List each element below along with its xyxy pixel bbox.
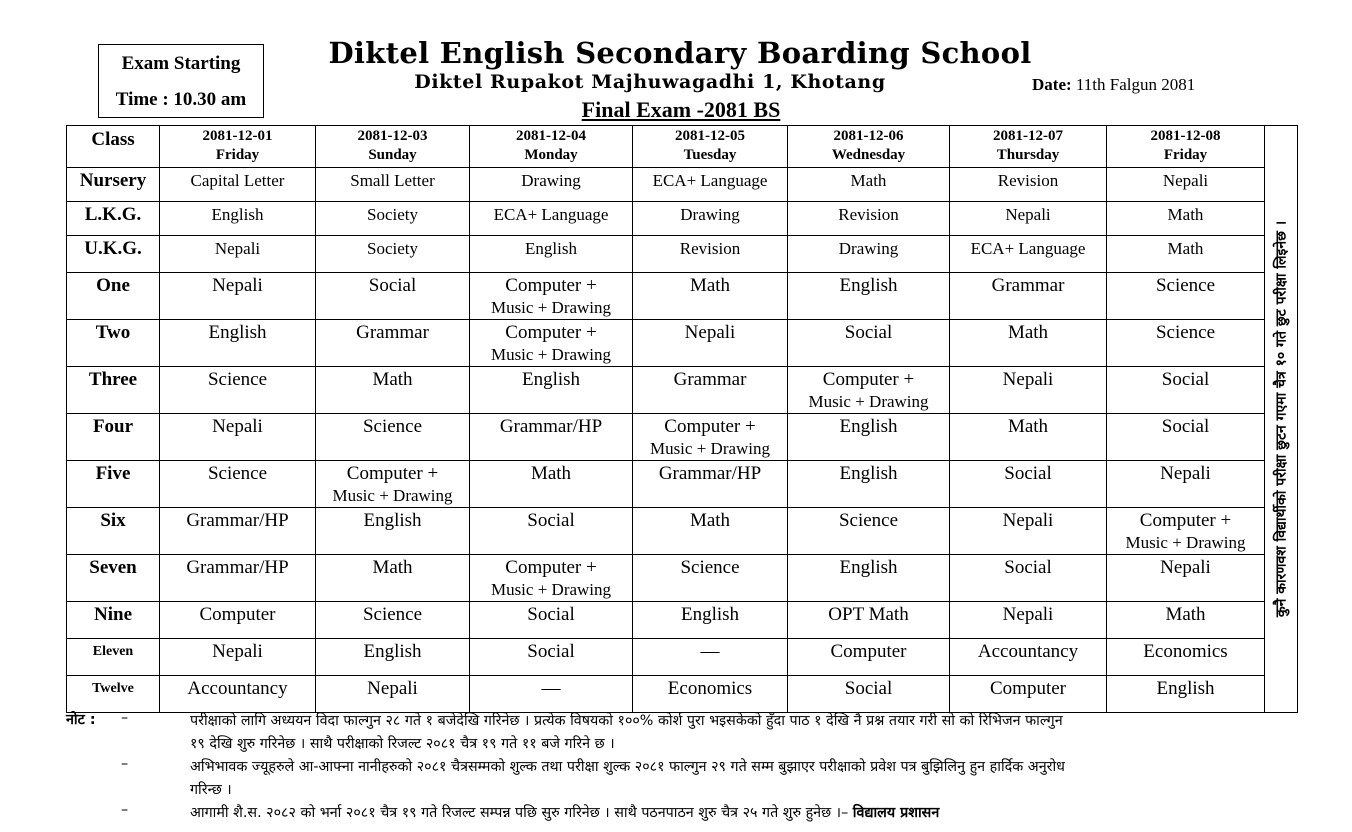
date-value: 11th Falgun 2081 — [1075, 75, 1196, 94]
subject-cell: Math — [950, 414, 1107, 461]
subject-cell: Drawing — [633, 202, 788, 236]
column-day: Sunday — [368, 147, 417, 163]
subject-cell — [470, 555, 633, 602]
subject-cell — [316, 461, 470, 508]
subject-cell: English — [633, 602, 788, 639]
column-date: 2081-12-03 — [357, 128, 428, 144]
subject-line: Music + Drawing — [490, 580, 612, 599]
schedule-row — [67, 168, 1298, 202]
subject-cell: Revision — [950, 168, 1107, 202]
schedule-row — [67, 602, 1298, 639]
subject-cell: Nepali — [1107, 555, 1265, 602]
subject-cell: Nepali — [950, 508, 1107, 555]
subject-cell: Math — [1107, 602, 1265, 639]
subject-cell: Nepali — [633, 320, 788, 367]
subject-cell: Math — [633, 273, 788, 320]
side-note-text: कुनै कारणवश विद्यार्थीको परीक्षा छुटन गएमा चैत्र १० गते छुट परीक्षा लिइनेछ । — [1273, 220, 1290, 618]
school-address: Diktel Rupakot Majhuwagadhi 1, Khotang — [414, 71, 886, 93]
subject-cell: Revision — [633, 236, 788, 273]
subject-cell: Math — [316, 367, 470, 414]
schedule-row — [67, 461, 1298, 508]
exam-starting-label: Exam Starting — [121, 53, 241, 74]
class-name-cell: U.K.G. — [67, 236, 160, 273]
schedule-row — [67, 367, 1298, 414]
subject-cell: Nepali — [160, 639, 316, 676]
date-column-header — [950, 126, 1107, 168]
subject-line: Computer + — [346, 463, 439, 484]
subject-cell: — — [633, 639, 788, 676]
schedule-header-row — [67, 126, 1298, 168]
date-column-header — [470, 126, 633, 168]
exam-title-text: Final Exam -2081 BS — [581, 97, 781, 122]
subject-line: Music + Drawing — [332, 486, 453, 505]
column-date: 2081-12-07 — [993, 128, 1063, 144]
date-label: Date: — [1032, 75, 1072, 94]
date-column-header — [788, 126, 950, 168]
column-day: Thursday — [996, 147, 1060, 163]
exam-title — [0, 97, 1352, 123]
class-name-cell: Eleven — [67, 639, 160, 676]
subject-cell: Math — [950, 320, 1107, 367]
subject-cell: Computer — [160, 602, 316, 639]
subject-line: Computer + — [664, 416, 756, 437]
subject-cell: Computer — [788, 639, 950, 676]
subject-line: Music + Drawing — [1125, 533, 1246, 552]
subject-cell: Math — [788, 168, 950, 202]
subject-cell: Grammar/HP — [633, 461, 788, 508]
subject-cell: Nepali — [160, 236, 316, 273]
subject-line: Music + Drawing — [808, 392, 929, 411]
subject-cell: Social — [1107, 414, 1265, 461]
subject-cell: Social — [316, 273, 470, 320]
note-line: अभिभावक ज्यूहरुले आ-आफ्ना नानीहरुको २०८१ चैत्रसम्मको शुल्क तथा परीक्षा शुल्क २०८१ फाल्गुन २९ गते सम्म बुझाएर परीक्षाको प्रवेश पत्र बुझिलिनु हुन हार्दिक अनुरोध — [190, 759, 1065, 775]
note-text — [190, 756, 1065, 802]
class-name-cell: Four — [67, 414, 160, 461]
subject-cell: Economics — [633, 676, 788, 713]
subject-cell: Capital Letter — [160, 168, 316, 202]
subject-cell: Social — [470, 639, 633, 676]
subject-cell: Social — [470, 508, 633, 555]
subject-cell: Grammar/HP — [160, 508, 316, 555]
subject-cell: Science — [160, 367, 316, 414]
subject-cell: Drawing — [788, 236, 950, 273]
subject-cell: Revision — [788, 202, 950, 236]
subject-cell: Nepali — [950, 202, 1107, 236]
column-day: Wednesday — [831, 147, 906, 163]
side-note-cell — [1265, 126, 1298, 713]
note-line: परीक्षाको लागि अध्ययन विदा फाल्गुन २८ गते १ बजेदेखि गरिनेछ । प्रत्येक विषयको १००% कोर्श पुरा भइसकेको हुँदा पाठ १ देखि नै प्रश्न तयार गरी सो को रिभिजन फाल्गुन — [190, 713, 1063, 729]
exam-schedule-table — [66, 125, 1298, 713]
subject-cell: ECA+ Language — [470, 202, 633, 236]
subject-cell — [633, 414, 788, 461]
class-name-cell: Two — [67, 320, 160, 367]
subject-cell: English — [788, 414, 950, 461]
subject-cell: OPT Math — [788, 602, 950, 639]
subject-cell: English — [1107, 676, 1265, 713]
subject-cell: Science — [316, 602, 470, 639]
subject-cell: Nepali — [1107, 461, 1265, 508]
class-name-cell: Nine — [67, 602, 160, 639]
schedule-row — [67, 202, 1298, 236]
schedule-row — [67, 414, 1298, 461]
school-name: Diktel English Secondary Boarding School — [328, 36, 1032, 70]
note-text — [190, 802, 939, 825]
subject-cell — [470, 320, 633, 367]
column-date: 2081-12-01 — [202, 128, 273, 144]
column-date: 2081-12-04 — [516, 128, 586, 144]
subject-cell: Math — [633, 508, 788, 555]
subject-cell: Accountancy — [950, 639, 1107, 676]
schedule-row — [67, 639, 1298, 676]
note-line: आगामी शै.स. २०८२ को भर्ना २०८१ चैत्र १९ गते रिजल्ट सम्पन्न पछि सुरु गरिनेछ । साथै पठनपाठन शुरु चैत्र २५ गते शुरु हुनेछ ।– — [190, 805, 849, 821]
subject-cell: Grammar — [633, 367, 788, 414]
subject-line: Computer + — [1139, 510, 1232, 531]
note-line: गरिन्छ । — [190, 782, 232, 798]
subject-cell: Math — [470, 461, 633, 508]
subject-cell: Computer — [950, 676, 1107, 713]
exam-time-label: Time : 10.30 am — [115, 89, 247, 110]
subject-cell: Economics — [1107, 639, 1265, 676]
column-date: 2081-12-06 — [833, 128, 904, 144]
subject-cell: Social — [950, 461, 1107, 508]
subject-cell: Drawing — [470, 168, 633, 202]
subject-line: Computer + — [505, 322, 597, 343]
subject-cell: ECA+ Language — [633, 168, 788, 202]
column-day: Tuesday — [683, 147, 737, 163]
subject-cell: Small Letter — [316, 168, 470, 202]
class-name-cell: Six — [67, 508, 160, 555]
date-column-header — [1107, 126, 1265, 168]
subject-cell: Science — [1107, 273, 1265, 320]
notes-label: नोट : — [66, 712, 96, 728]
subject-cell: Nepali — [316, 676, 470, 713]
subject-line: Music + Drawing — [490, 298, 612, 317]
subject-cell: Accountancy — [160, 676, 316, 713]
schedule-row — [67, 555, 1298, 602]
subject-line: Music + Drawing — [649, 439, 771, 458]
subject-cell: Nepali — [950, 602, 1107, 639]
class-name-cell: Three — [67, 367, 160, 414]
subject-cell: Social — [1107, 367, 1265, 414]
column-date: 2081-12-05 — [675, 128, 745, 144]
subject-cell: Nepali — [1107, 168, 1265, 202]
column-day: Friday — [1163, 147, 1208, 163]
subject-cell: Science — [788, 508, 950, 555]
note-dash: – — [121, 710, 129, 726]
schedule-row — [67, 676, 1298, 713]
date-column-header — [316, 126, 470, 168]
class-name-cell: One — [67, 273, 160, 320]
column-day: Monday — [524, 147, 578, 163]
subject-line: Computer + — [505, 557, 597, 578]
subject-cell: Math — [1107, 202, 1265, 236]
subject-cell: Social — [788, 676, 950, 713]
subject-cell — [788, 367, 950, 414]
class-name-cell: Five — [67, 461, 160, 508]
subject-cell: English — [316, 639, 470, 676]
subject-cell: Grammar — [950, 273, 1107, 320]
class-name-cell: L.K.G. — [67, 202, 160, 236]
subject-cell: English — [160, 202, 316, 236]
note-dash: – — [121, 756, 129, 772]
note-text — [190, 710, 1063, 756]
subject-cell: English — [160, 320, 316, 367]
notice-date — [1032, 75, 1195, 95]
subject-cell: Nepali — [160, 273, 316, 320]
subject-cell: English — [316, 508, 470, 555]
subject-cell: — — [470, 676, 633, 713]
note-dash: – — [121, 802, 129, 818]
subject-cell: Society — [316, 202, 470, 236]
note-line: १९ देखि शुरु गरिनेछ । साथै परीक्षाको रिजल्ट २०८१ चैत्र १९ गते ११ बजे गरिने छ । — [190, 736, 615, 752]
subject-cell: Social — [788, 320, 950, 367]
subject-cell: Math — [316, 555, 470, 602]
subject-cell: Grammar/HP — [160, 555, 316, 602]
subject-cell: English — [470, 236, 633, 273]
subject-cell: English — [470, 367, 633, 414]
subject-cell: Social — [470, 602, 633, 639]
class-name-cell: Twelve — [67, 676, 160, 713]
class-name-cell: Seven — [67, 555, 160, 602]
subject-cell: Science — [633, 555, 788, 602]
class-name-cell: Nursery — [67, 168, 160, 202]
schedule-row — [67, 236, 1298, 273]
schedule-row — [67, 273, 1298, 320]
schedule-row — [67, 320, 1298, 367]
subject-cell — [470, 273, 633, 320]
subject-cell: Society — [316, 236, 470, 273]
subject-cell: ECA+ Language — [950, 236, 1107, 273]
subject-cell: Science — [1107, 320, 1265, 367]
subject-cell: Social — [950, 555, 1107, 602]
subject-cell: Science — [160, 461, 316, 508]
column-day: Friday — [215, 147, 260, 163]
subject-cell: English — [788, 461, 950, 508]
subject-line: Music + Drawing — [490, 345, 612, 364]
subject-line: Computer + — [822, 369, 915, 390]
subject-cell: Grammar/HP — [470, 414, 633, 461]
schedule-row — [67, 508, 1298, 555]
subject-cell: Grammar — [316, 320, 470, 367]
notes-signature: विद्यालय प्रशासन — [852, 805, 940, 821]
subject-cell: English — [788, 555, 950, 602]
subject-cell — [1107, 508, 1265, 555]
subject-line: Computer + — [505, 275, 597, 296]
class-column-header: Class — [67, 126, 160, 168]
subject-cell: English — [788, 273, 950, 320]
date-column-header — [633, 126, 788, 168]
subject-cell: Nepali — [950, 367, 1107, 414]
subject-cell: Nepali — [160, 414, 316, 461]
subject-cell: Math — [1107, 236, 1265, 273]
subject-cell: Science — [316, 414, 470, 461]
date-column-header — [160, 126, 316, 168]
column-date: 2081-12-08 — [1150, 128, 1221, 144]
